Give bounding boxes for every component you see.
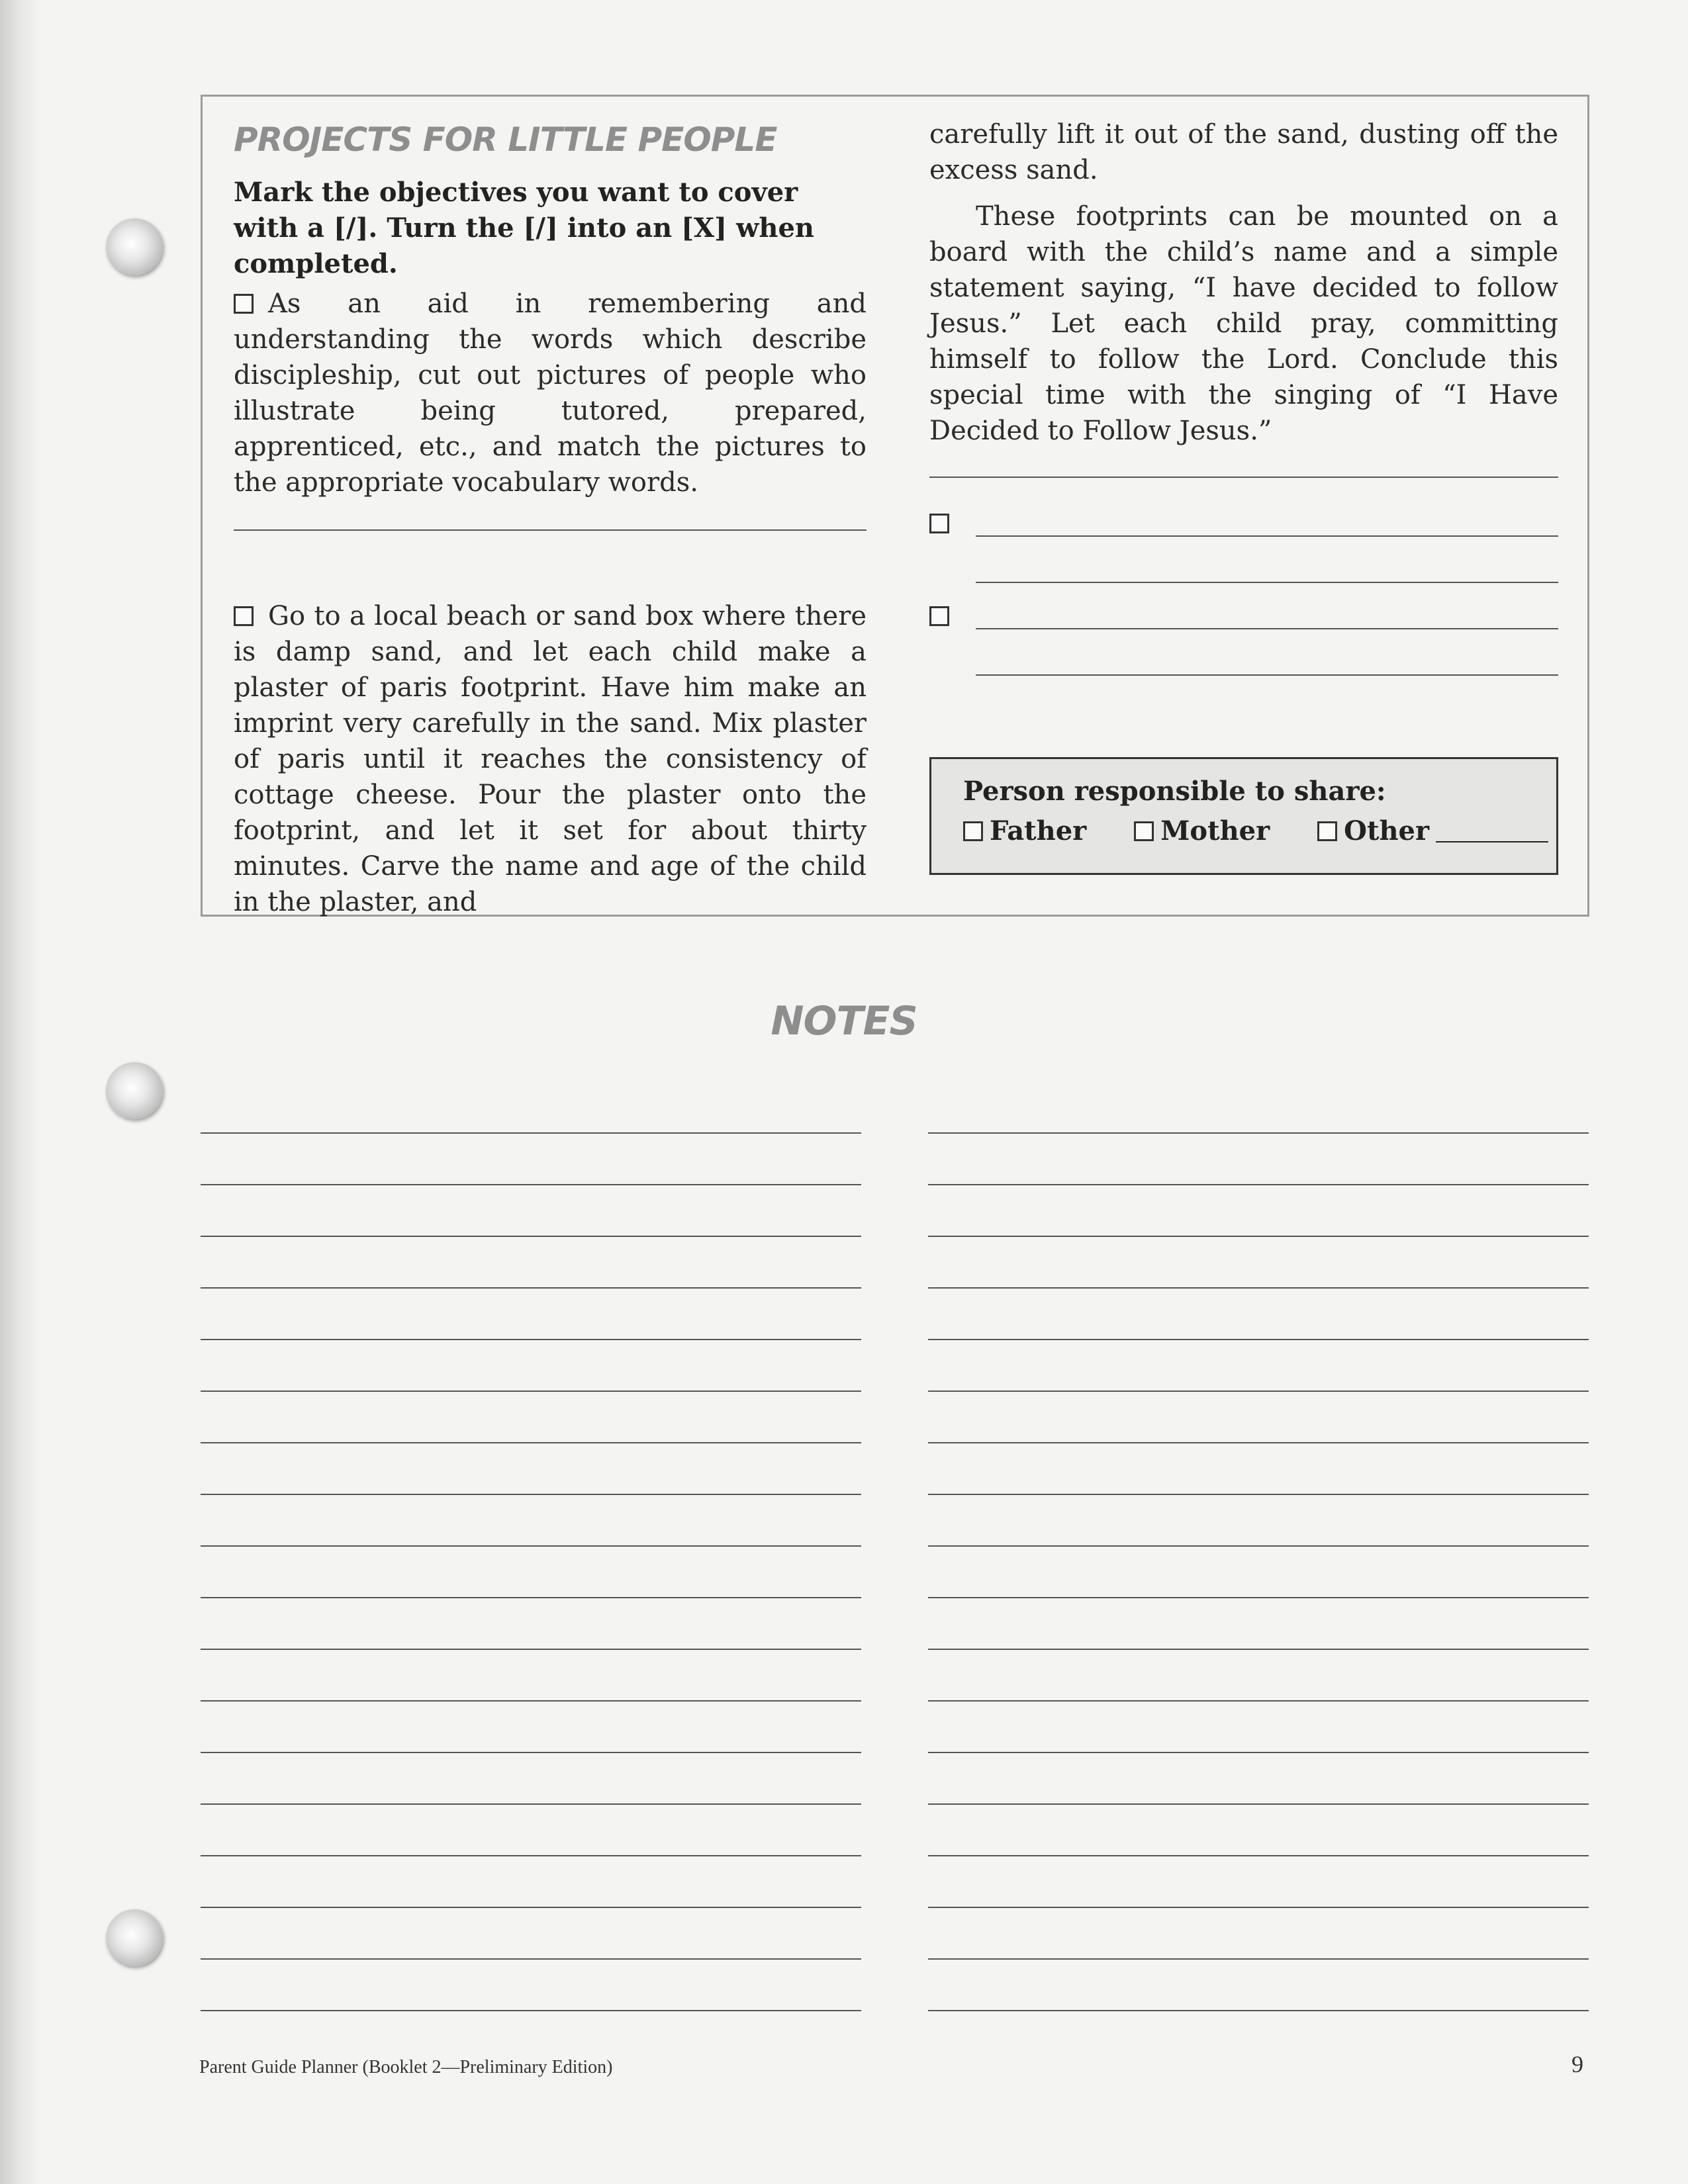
notes-line[interactable] [201,1960,861,2011]
projects-left-column [234,116,867,920]
notes-line[interactable] [928,1856,1589,1908]
notes-line[interactable] [928,1908,1589,1960]
notes-line[interactable] [201,1753,861,1805]
notes-line[interactable] [928,1185,1589,1237]
notes-line[interactable] [928,1289,1589,1340]
notes-line[interactable] [928,1702,1589,1753]
notes-line[interactable] [201,1340,861,1392]
mother-checkbox[interactable] [1134,821,1154,841]
notes-line[interactable] [201,1650,861,1702]
notes-line[interactable] [201,1134,861,1185]
father-label: Father [990,815,1087,846]
notes-line[interactable] [928,1237,1589,1289]
father-checkbox[interactable] [963,821,983,841]
objective-checkbox-2[interactable] [234,606,254,626]
notes-line[interactable] [928,1495,1589,1547]
blank-objective-3 [929,512,1558,559]
notes-line[interactable] [928,1134,1589,1185]
option-father[interactable] [963,813,1086,849]
projects-heading: PROJECTS FOR LITTLE PEOPLE [234,120,777,159]
projects-instructions: Mark the objectives you want to cover with a [/]. Turn the [/] into an [X] when completed. [234,177,814,279]
notes-line[interactable] [201,1237,861,1289]
objective-write-line-3a[interactable] [976,535,1558,537]
notes-line[interactable] [201,1185,861,1237]
notes-left-column [201,1082,861,2011]
notes-line[interactable] [201,1495,861,1547]
objective-write-line-4a[interactable] [976,628,1558,629]
objective-text-2: Go to a local beach or sand box where there is damp sand, and let each child make a plaster of paris footprint. Have him make an imprint very carefully in the sand. Mix plaster of paris until it reaches the consistency of cottage cheese. Pour the plaster onto the footprint, and let it set for about thirty minutes. Carve the name and age of the child in the plaster, and [234,601,867,917]
footer-title: Parent Guide Planner (Booklet 2—Preliminary Edition) [199,2057,613,2077]
punch-hole-icon [106,218,163,275]
punch-hole-icon [106,1062,163,1119]
projects-right-column [929,116,1558,651]
notes-line[interactable] [928,1805,1589,1856]
person-responsible-box [929,757,1558,875]
objective-text-2-continued: carefully lift it out of the sand, dusting off the excess sand. [929,119,1558,185]
notes-line[interactable] [201,1443,861,1495]
notes-line[interactable] [928,1443,1589,1495]
binder-edge [0,0,40,2184]
objective-item-1 [234,286,867,500]
notes-heading: NOTES [771,998,917,1044]
other-checkbox[interactable] [1317,821,1337,841]
notes-line[interactable] [201,1598,861,1650]
notes-line[interactable] [201,1702,861,1753]
notes-line[interactable] [928,1753,1589,1805]
objective-checkbox-1[interactable] [234,294,254,314]
person-responsible-title: Person responsible to share: [963,776,1386,807]
notes-line[interactable] [201,1805,861,1856]
blank-objective-4 [929,605,1558,651]
option-other[interactable] [1317,813,1548,849]
notes-line[interactable] [201,1547,861,1598]
notes-line[interactable] [201,1289,861,1340]
option-mother[interactable] [1134,813,1270,849]
punch-hole-icon [106,1909,163,1966]
notes-line[interactable] [201,1392,861,1443]
projects-box [201,95,1589,917]
objective-write-line-4b[interactable] [976,674,1558,676]
notes-line[interactable] [201,1908,861,1960]
notes-line[interactable] [928,1340,1589,1392]
objective-checkbox-4[interactable] [929,606,949,626]
objective-checkbox-3[interactable] [929,514,949,533]
notes-right-column [928,1082,1589,2011]
objective-text-2-paragraph-2: These footprints can be mounted on a board with the child’s name and a simple statement saying, “I have decided to follow Jesus.” Let each child pray, committing himself to follow the Lord. Conclude this special time with the singing of “I Have Decided to Follow Jesus.” [929,201,1558,446]
other-label: Other [1344,815,1430,846]
notes-line[interactable] [928,1960,1589,2011]
objective-item-2 [234,598,867,920]
notes-line[interactable] [928,1547,1589,1598]
objective-write-line-1[interactable] [234,528,867,531]
page-number: 9 [1571,2051,1583,2077]
notes-line[interactable] [928,1650,1589,1702]
notes-line[interactable] [928,1392,1589,1443]
notes-line[interactable] [928,1598,1589,1650]
person-responsible-options [963,813,1524,849]
other-write-line[interactable] [1436,841,1548,842]
notes-line[interactable] [928,1082,1589,1134]
objective-text-1: As an aid in remembering and understanding the words which describe discipleship, cut out pictures of people who illustrate being tutored, prepared, apprenticed, etc., and match the pictures to the appropriate vocabulary words. [234,289,867,498]
notes-line[interactable] [201,1082,861,1134]
mother-label: Mother [1160,815,1270,846]
objective-write-line-3b[interactable] [976,582,1558,583]
objective-write-line-2[interactable] [929,475,1558,478]
notes-line[interactable] [201,1856,861,1908]
